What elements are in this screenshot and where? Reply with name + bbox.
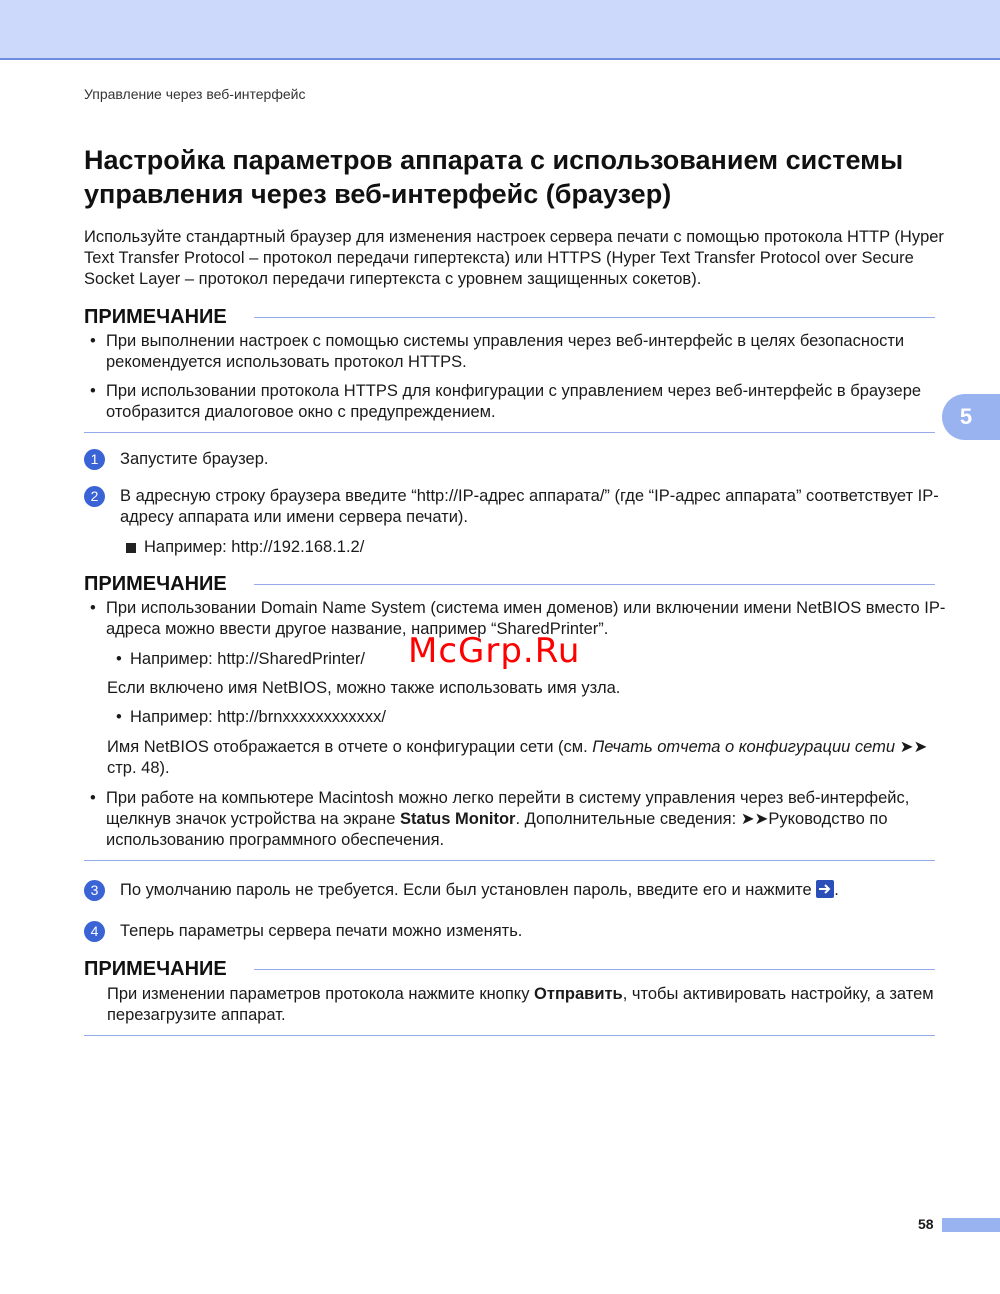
- netbios-report-text: Имя NetBIOS отображается в отчете о конфигурации сети (см. Печать отчета о конфигурации сети ➤➤ стр. 48).: [107, 738, 928, 777]
- note-rule: [254, 969, 935, 970]
- note-bullet: • При использовании протокола HTTPS для конфигурации с управлением через веб-интерфейс в браузере отобразится диалоговое окно с предупреждением.: [90, 382, 922, 421]
- step-number: 1: [84, 449, 105, 470]
- note-label: ПРИМЕЧАНИЕ: [84, 957, 241, 981]
- step-example: Например: http://192.168.1.2/: [126, 537, 364, 558]
- bullet-dot: •: [116, 708, 122, 726]
- note-header: [84, 957, 935, 981]
- top-band: [0, 0, 1000, 60]
- netbios-text: Если включено имя NetBIOS, можно также использовать имя узла.: [107, 679, 621, 697]
- intro-paragraph: Используйте стандартный браузер для изменения настроек сервера печати с помощью протокола HTTP (Hyper Text Transfer Protocol – протокол передачи гипертекста) или HTTPS (Hyper Text Transfer Protocol over Secure Socket Layer – протокол передачи гипертекста с уровнем защищенных сокетов).: [84, 228, 944, 288]
- bullet-dot: •: [90, 789, 96, 807]
- chapter-tab: 5: [942, 394, 1000, 440]
- page-number: 58: [918, 1216, 934, 1232]
- note-end-rule: [84, 432, 935, 433]
- step-4: 4 Теперь параметры сервера печати можно изменять.: [84, 921, 964, 942]
- bullet-dot: •: [90, 599, 96, 617]
- note-bullet: • При работе на компьютере Macintosh можно легко перейти в систему управления через веб-интерфейс, щелкнув значок устройства на экране Status Monitor. Дополнительные сведения: ➤➤Руководство по использованию программного обеспечения.: [90, 789, 910, 849]
- example-bullet: • Например: http://brnxxxxxxxxxxxx/: [116, 708, 386, 726]
- step-number: 4: [84, 921, 105, 942]
- bullet-dot: •: [90, 382, 96, 400]
- step-number: 2: [84, 486, 105, 507]
- running-head: Управление через веб-интерфейс: [84, 86, 306, 102]
- note-label: ПРИМЕЧАНИЕ: [84, 572, 241, 596]
- note-label: ПРИМЕЧАНИЕ: [84, 305, 241, 329]
- note3-text: При изменении параметров протокола нажмите кнопку Отправить, чтобы активировать настройку, а затем перезагрузите аппарат.: [107, 985, 934, 1024]
- page-title: Настройка параметров аппарата с использованием системы управления через веб-интерфейс (браузер): [84, 145, 904, 209]
- enter-arrow-icon: [816, 880, 834, 898]
- step-number: 3: [84, 880, 105, 901]
- note-bullet: • При использовании Domain Name System (система имен доменов) или включении имени NetBIOS вместо IP-адреса можно ввести другое название, например “SharedPrinter”.: [90, 599, 946, 638]
- watermark: McGrp.Ru: [408, 631, 581, 671]
- note-bullet: • При выполнении настроек с помощью системы управления через веб-интерфейс в целях безопасности рекомендуется использовать протокол HTTPS.: [90, 332, 905, 371]
- bullet-dot: •: [90, 332, 96, 350]
- note-rule: [254, 317, 935, 318]
- step-3: 3 По умолчанию пароль не требуется. Если был установлен пароль, введите его и нажмите .: [84, 880, 964, 901]
- bullet-dot: •: [116, 650, 122, 668]
- note-header: [84, 305, 935, 329]
- example-bullet: • Например: http://SharedPrinter/: [116, 650, 365, 668]
- square-bullet-icon: [126, 543, 136, 553]
- page-bar: [942, 1218, 1000, 1232]
- step-1: 1 Запустите браузер.: [84, 449, 964, 470]
- note-end-rule: [84, 1035, 935, 1036]
- note-header: [84, 572, 935, 596]
- note-end-rule: [84, 860, 935, 861]
- note-rule: [254, 584, 935, 585]
- step-2: 2 В адресную строку браузера введите “http://IP-адрес аппарата/” (где “IP-адрес аппарата” соответствует IP-адресу аппарата или имени сервера печати).: [84, 486, 964, 528]
- report-link[interactable]: Печать отчета о конфигурации сети: [592, 738, 896, 756]
